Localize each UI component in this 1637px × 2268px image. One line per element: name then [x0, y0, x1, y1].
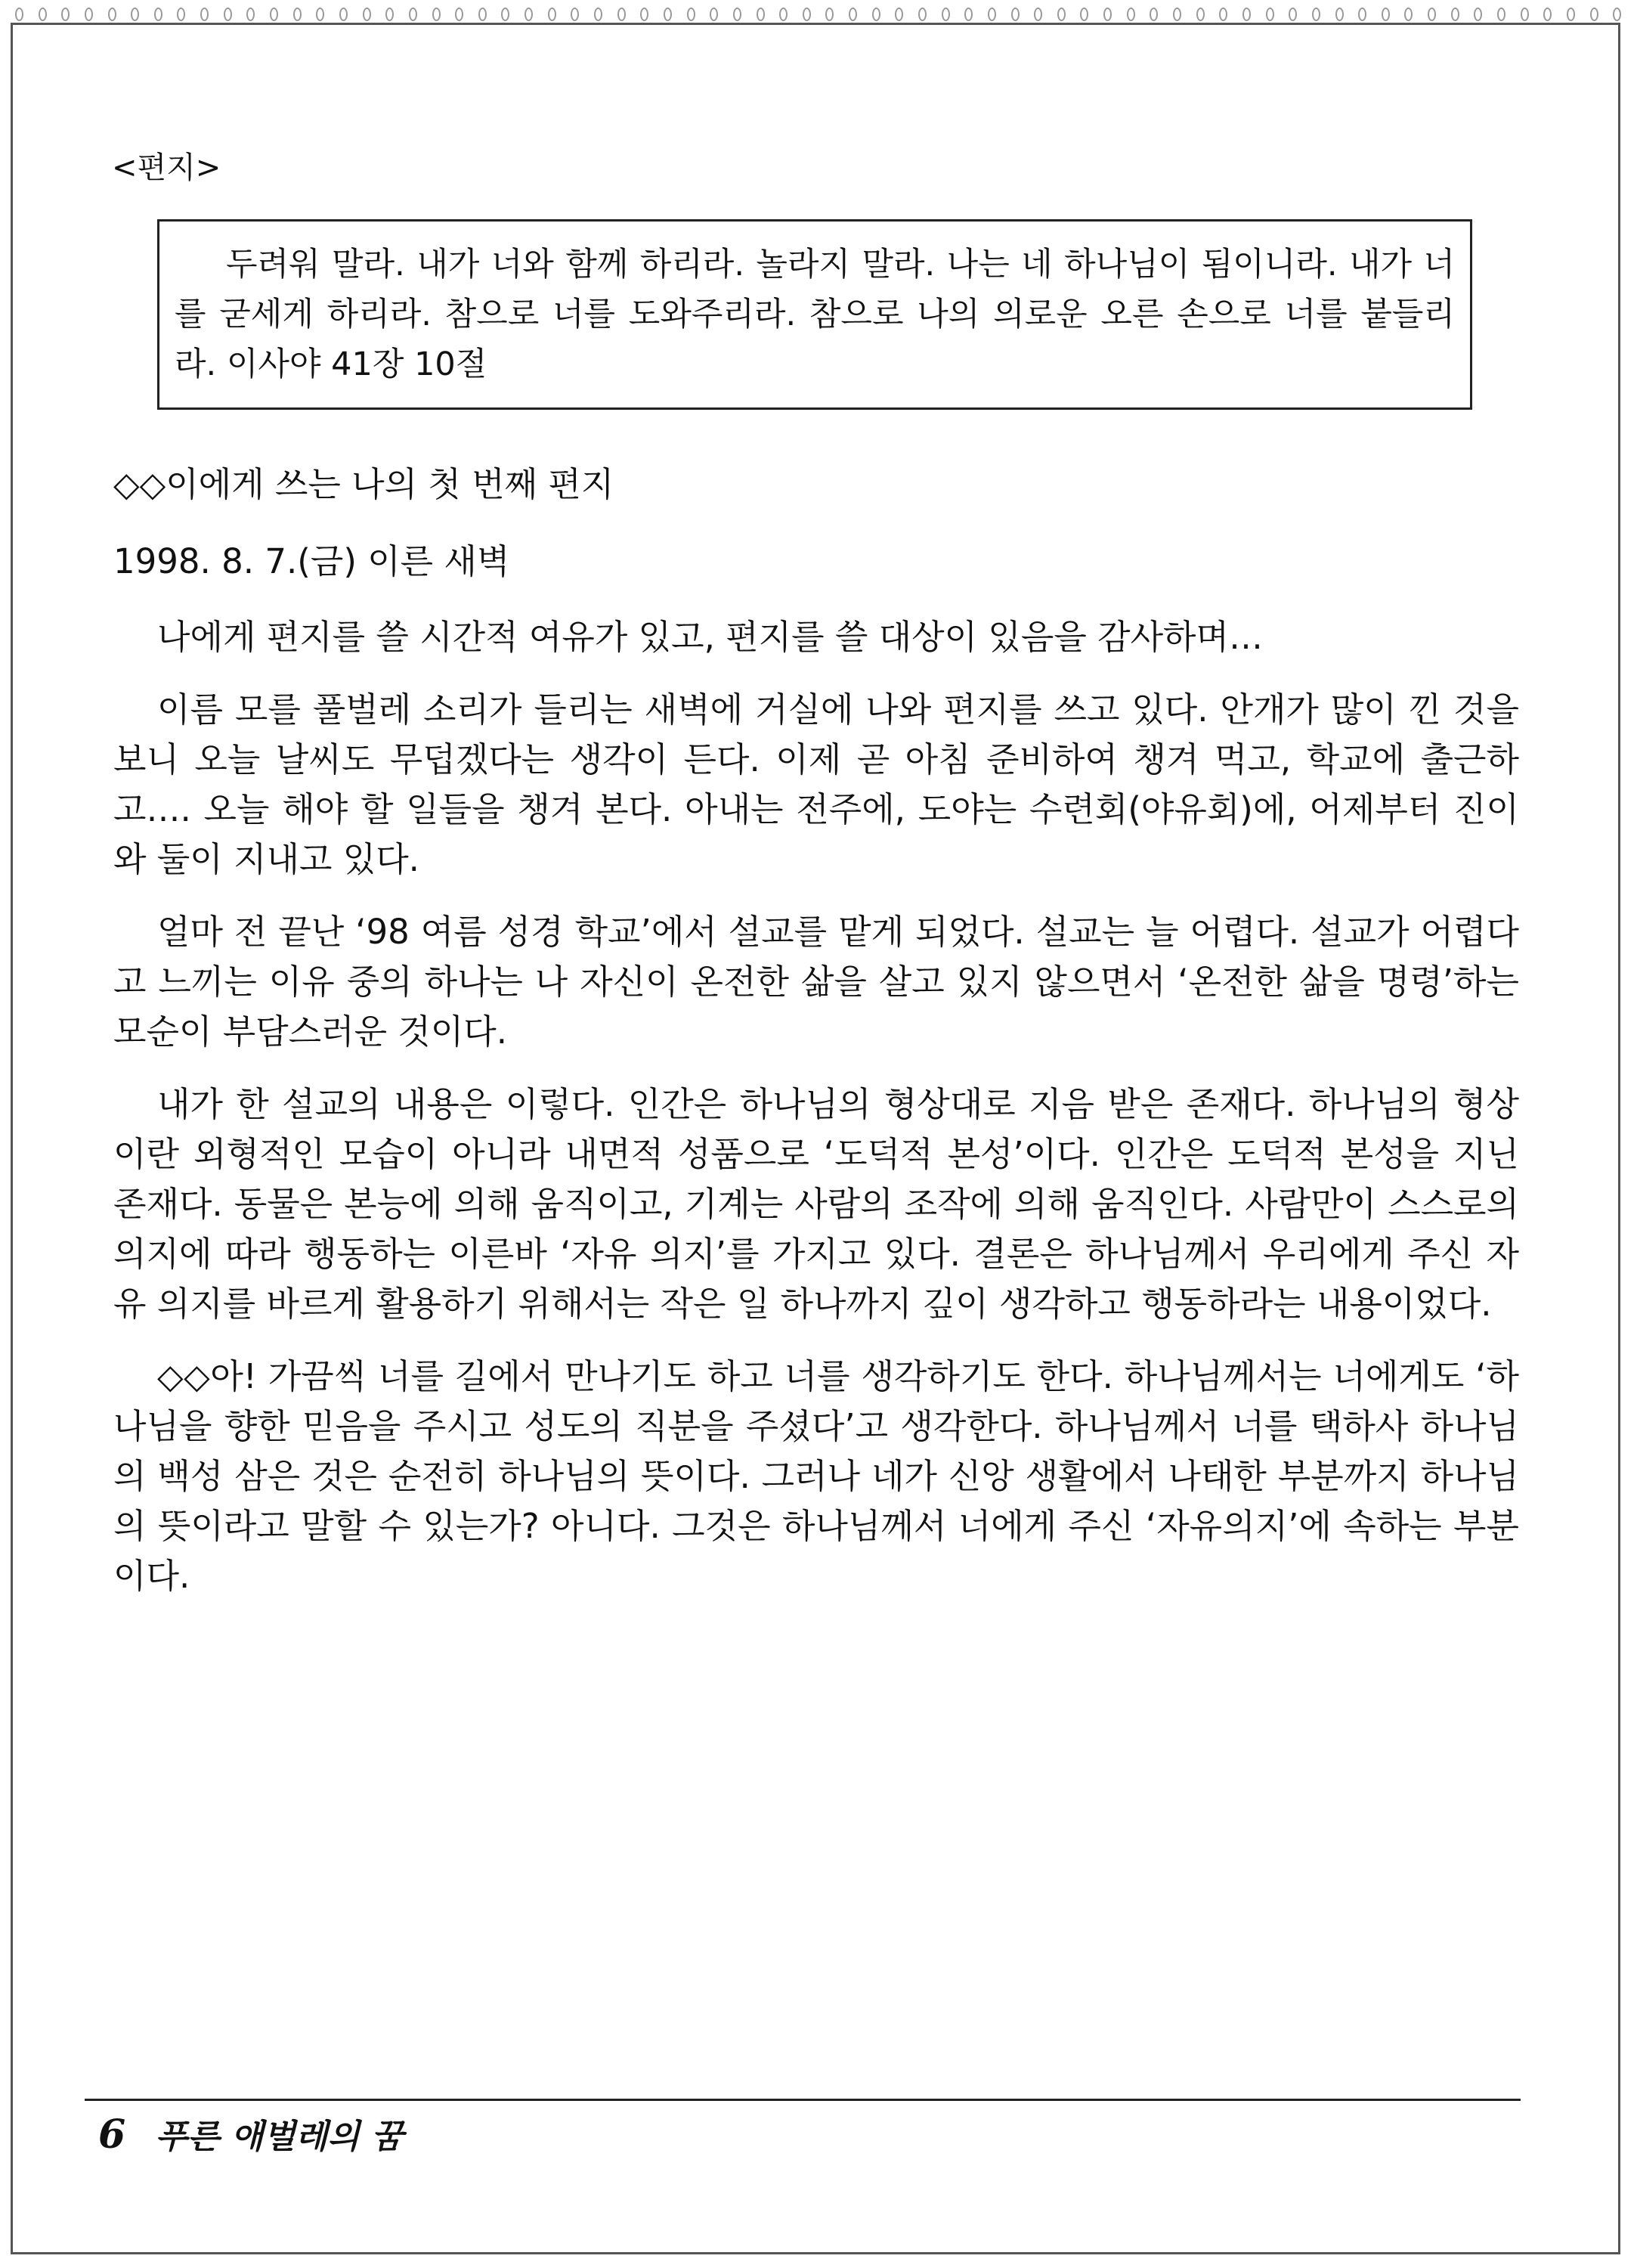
binding-ring-icon	[1080, 8, 1088, 21]
binding-ring-icon	[501, 8, 509, 21]
binding-ring-icon	[363, 8, 371, 21]
binding-ring-icon	[1590, 8, 1598, 21]
binding-ring-icon	[617, 8, 626, 21]
binding-ring-icon	[594, 8, 602, 21]
binding-ring-icon	[548, 8, 556, 21]
binding-ring-icon	[872, 8, 880, 21]
binding-ring-icon	[1567, 8, 1575, 21]
paragraph: 얼마 전 끝난 ‘98 여름 성경 학교’에서 설교를 맡게 되었다. 설교는 늘 어렵다. 설교가 어렵다고 느끼는 이유 중의 하나는 나 자신이 온전한 삶을 살고 있지 않으면서 ‘온전한 삶을 명령’하는 모순이 부담스러운 것이다.	[113, 912, 1519, 1052]
binding-ring-icon	[1335, 8, 1344, 21]
page-number: 6	[98, 2112, 126, 2158]
binding-ring-icon	[108, 8, 116, 21]
binding-ring-icon	[942, 8, 950, 21]
binding-ring-icon	[1127, 8, 1135, 21]
binding-ring-icon	[1034, 8, 1042, 21]
binding-ring-icon	[1150, 8, 1158, 21]
binding-ring-icon	[964, 8, 973, 21]
binding-ring-icon	[1613, 8, 1621, 21]
binding-ring-icon	[39, 8, 47, 21]
binding-ring-icon	[640, 8, 648, 21]
binding-ring-icon	[664, 8, 672, 21]
paragraph: 내가 한 설교의 내용은 이렇다. 인간은 하나님의 형상대로 지음 받은 존재다. 하나님의 형상이란 외형적인 모습이 아니라 내면적 성품으로 ‘도덕적 본성’이다. 인간은 도덕적 본성을 지닌 존재다. 동물은 본능에 의해 움직이고, 기계는 사람의 조작에 의해 움직인다. 사람만이 스스로의 의지에 따라 행동하는 이른바 ‘자유 의지’를 가지고 있다. 결론은 하나님께서 우리에게 주신 자유 의지를 바르게 활용하기 위해서는 작은 일 하나까지 깊이 생각하고 행동하라는 내용이었다.	[113, 1084, 1519, 1324]
letter-body	[113, 612, 1519, 1624]
binding-ring-icon	[455, 8, 463, 21]
binding-ring-icon	[339, 8, 348, 21]
binding-ring-icon	[525, 8, 533, 21]
binding-ring-icon	[849, 8, 857, 21]
binding-ring-icon	[1358, 8, 1366, 21]
letter-date: 1998. 8. 7.(금) 이른 새벽	[113, 541, 510, 581]
binding-ring-icon	[1219, 8, 1227, 21]
binding-ring-icon	[1266, 8, 1274, 21]
footer-rule	[85, 2099, 1521, 2101]
binding-rings	[15, 5, 1622, 24]
binding-ring-icon	[1312, 8, 1320, 21]
binding-ring-icon	[432, 8, 441, 21]
binding-ring-icon	[895, 8, 903, 21]
bible-verse-text: 두려워 말라. 내가 너와 함께 하리라. 놀라지 말라. 나는 네 하나님이 됨이니라. 내가 너를 굳세게 하리라. 참으로 너를 도와주리라. 참으로 나의 의로운 오른 손으로 너를 붙들리라. 이사야 41장 10절	[175, 246, 1456, 383]
binding-ring-icon	[1057, 8, 1066, 21]
binding-ring-icon	[61, 8, 70, 21]
binding-ring-icon	[1521, 8, 1529, 21]
binding-ring-icon	[1196, 8, 1205, 21]
binding-ring-icon	[825, 8, 834, 21]
binding-ring-icon	[779, 8, 788, 21]
binding-ring-icon	[918, 8, 927, 21]
binding-ring-icon	[571, 8, 579, 21]
binding-ring-icon	[1404, 8, 1413, 21]
binding-ring-icon	[246, 8, 255, 21]
binding-ring-icon	[478, 8, 487, 21]
paragraph: 나에게 편지를 쓸 시간적 여유가 있고, 편지를 쓸 대상이 있음을 감사하며…	[157, 617, 1263, 657]
binding-ring-icon	[1011, 8, 1020, 21]
binding-ring-icon	[757, 8, 765, 21]
binding-ring-icon	[224, 8, 232, 21]
binding-ring-icon	[710, 8, 718, 21]
binding-ring-icon	[385, 8, 394, 21]
book-title: 푸른 애벌레의 꿈	[155, 2118, 404, 2156]
binding-ring-icon	[316, 8, 324, 21]
binding-ring-icon	[1451, 8, 1459, 21]
binding-ring-icon	[1497, 8, 1505, 21]
binding-ring-icon	[1543, 8, 1552, 21]
binding-ring-icon	[1103, 8, 1112, 21]
binding-ring-icon	[1474, 8, 1482, 21]
binding-ring-icon	[1289, 8, 1297, 21]
binding-ring-icon	[1242, 8, 1251, 21]
binding-ring-icon	[988, 8, 996, 21]
binding-ring-icon	[270, 8, 278, 21]
page-footer	[98, 2109, 404, 2158]
binding-ring-icon	[409, 8, 417, 21]
paragraph: 이름 모를 풀벌레 소리가 들리는 새벽에 거실에 나와 편지를 쓰고 있다. 안개가 많이 낀 것을 보니 오늘 날씨도 무덥겠다는 생각이 든다. 이제 곧 아침 준비하여 챙겨 먹고, 학교에 출근하고…. 오늘 해야 할 일들을 챙겨 본다. 아내는 전주에, 도야는 수련회(야유회)에, 어제부터 진이와 둘이 지내고 있다.	[113, 689, 1519, 879]
paragraph: ◇◇아! 가끔씩 너를 길에서 만나기도 하고 너를 생각하기도 한다. 하나님께서는 너에게도 ‘하나님을 향한 믿음을 주시고 성도의 직분을 주셨다’고 생각한다. 하나님께서 너를 택하사 하나님의 백성 삼은 것은 순전히 하나님의 뜻이다. 그러나 네가 신앙 생활에서 나태한 부분까지 하나님의 뜻이라고 말할 수 있는가? 아니다. 그것은 하나님께서 너에게 주신 ‘자유의지’에 속하는 부분이다.	[113, 1356, 1519, 1596]
binding-ring-icon	[293, 8, 302, 21]
binding-ring-icon	[1428, 8, 1436, 21]
binding-ring-icon	[1382, 8, 1390, 21]
binding-ring-icon	[1173, 8, 1181, 21]
binding-ring-icon	[154, 8, 162, 21]
binding-ring-icon	[200, 8, 209, 21]
binding-ring-icon	[687, 8, 695, 21]
bible-verse-box	[157, 219, 1472, 410]
binding-ring-icon	[15, 8, 23, 21]
binding-ring-icon	[85, 8, 93, 21]
letter-heading: ◇◇이에게 쓰는 나의 첫 번째 편지	[113, 464, 614, 504]
binding-ring-icon	[733, 8, 741, 21]
binding-ring-icon	[803, 8, 811, 21]
section-label: <편지>	[112, 150, 221, 185]
binding-ring-icon	[131, 8, 139, 21]
binding-ring-icon	[177, 8, 185, 21]
